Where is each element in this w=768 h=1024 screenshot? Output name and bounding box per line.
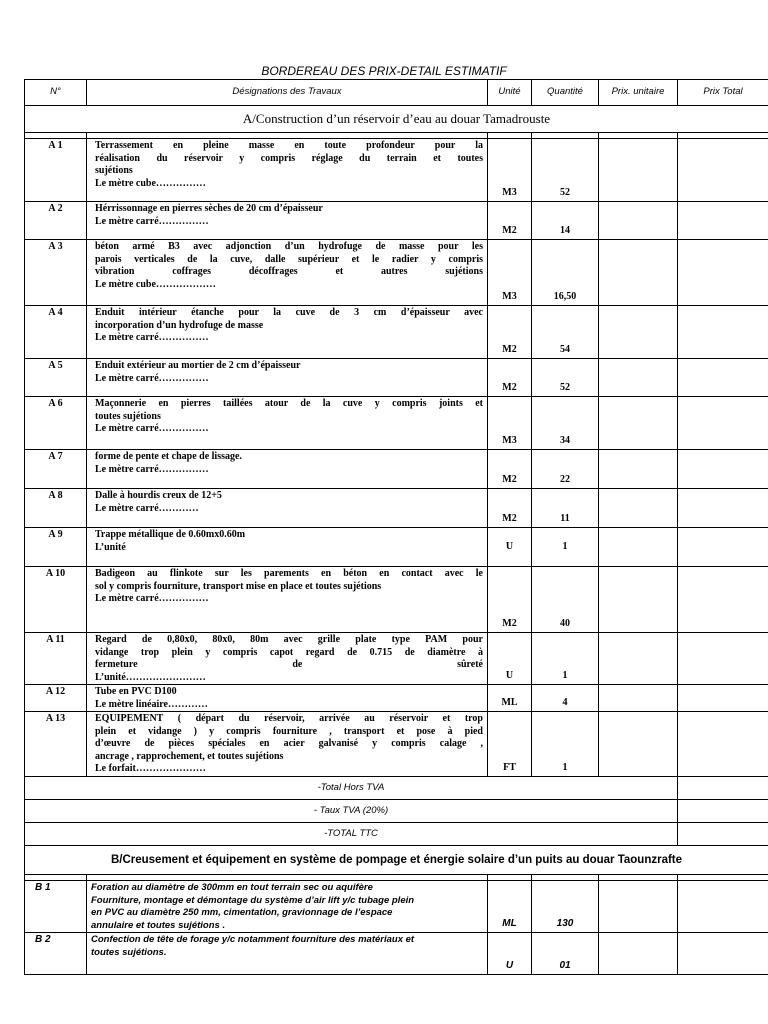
item-unit-price [599,359,678,397]
designation-line: d’œuvre de pièces spéciales en acier galvanisé y compris calage , [95,738,483,749]
item-unit: M2 [488,450,532,489]
item-designation [87,712,488,777]
item-number: A 11 [25,633,87,685]
designation-line: forme de pente et chape de lissage. [95,451,242,462]
item-unit: M2 [488,202,532,240]
designation-line: Le mètre carré…………… [95,372,209,384]
item-designation [87,528,488,567]
designation-line: toutes sujétions [95,410,161,422]
item-quantity: 1 [532,528,599,567]
tva-value [678,800,768,823]
item-quantity: 34 [532,397,599,450]
item-unit: M2 [488,489,532,528]
designation-line: Le mètre cube……………… [95,278,216,290]
item-unit-price [599,202,678,240]
designation-line: Le mètre carré………… [95,502,199,514]
item-quantity: 22 [532,450,599,489]
item-total-price [678,489,768,528]
item-unit: M3 [488,397,532,450]
designation-line: Badigeon au flinkote sur les parements en béton en contact avec le [95,568,483,579]
total-ttc-row [25,823,768,846]
item-total-price [678,712,768,777]
item-unit: FT [488,712,532,777]
designation-line: incorporation d’un hydrofuge de masse [95,319,264,331]
designation-line: ancrage , rapprochement, et toutes sujétions [95,750,284,762]
item-designation [87,139,488,202]
item-quantity: 130 [532,881,599,933]
designation-line: fermeture de sûreté [95,659,483,670]
item-designation [87,567,488,633]
item-number: A 5 [25,359,87,397]
header-designation: Désignations des Travaux [87,80,488,106]
item-quantity: 1 [532,712,599,777]
designation-line: Le mètre carré…………… [95,463,209,475]
table-row [25,567,768,633]
item-designation [87,202,488,240]
item-unit-price [599,567,678,633]
item-quantity: 01 [532,933,599,975]
designation-line: Dalle à hourdis creux de 12+5 [95,490,222,501]
price-table [24,79,768,975]
item-total-price [678,397,768,450]
designation-line: Le forfait………………… [95,763,206,774]
item-number: A 10 [25,567,87,633]
tva-row [25,800,768,823]
item-unit-price [599,240,678,306]
header-unit-price: Prix. unitaire [599,80,678,106]
section-b-row [25,846,768,875]
total-ht-label: -Total Hors TVA [25,777,678,800]
item-total-price [678,240,768,306]
item-total-price [678,881,768,933]
item-unit: M2 [488,306,532,359]
item-number: A 9 [25,528,87,567]
designation-line: sujétions [95,165,133,176]
item-total-price [678,359,768,397]
item-designation [87,240,488,306]
table-row [25,450,768,489]
item-number: A 13 [25,712,87,777]
item-designation [87,685,488,712]
item-designation [87,933,488,975]
item-unit: M3 [488,240,532,306]
item-quantity: 54 [532,306,599,359]
section-a-row [25,106,768,133]
item-quantity: 52 [532,139,599,202]
item-total-price [678,450,768,489]
item-total-price [678,202,768,240]
item-unit-price [599,881,678,933]
designation-line: Fourniture, montage et démontage du système d’air lift y/c tubage plein [91,894,415,906]
designation-line: Le mètre linéaire………… [95,698,208,710]
header-unit: Unité [488,80,532,106]
item-unit-price [599,489,678,528]
table-row [25,359,768,397]
item-unit: ML [488,881,532,933]
designation-line: Le mètre carré…………… [95,215,209,227]
designation-line: vibration coffrages décoffrages et autres sujétions [95,266,483,277]
designation-line: Enduit extérieur au mortier de 2 cm d’épaisseur [95,360,301,371]
table-row [25,489,768,528]
designation-line: annulaire et toutes sujétions . [91,919,226,931]
item-total-price [678,567,768,633]
item-quantity: 11 [532,489,599,528]
item-total-price [678,306,768,359]
designation-line: Confection de tête de forage y/c notamment fourniture des matériaux et [91,934,415,945]
item-designation [87,306,488,359]
item-unit: M2 [488,567,532,633]
document-title: BORDEREAU DES PRIX-DETAIL ESTIMATIF [261,64,507,78]
item-total-price [678,685,768,712]
item-total-price [678,933,768,975]
designation-line: Maçonnerie en pierres taillées atour de la cuve y compris joints et [95,398,483,409]
designation-line: Trappe métallique de 0.60mx0.60m [95,529,246,540]
table-row [25,933,768,975]
designation-line: Le mètre carré…………… [95,593,209,604]
designation-line: vidange trop plein y compris capot regard de 0.715 de diamètre à [95,646,483,658]
item-number: B 1 [25,881,87,933]
designation-line: plein et vidange ) y compris fourniture , transport et pose à pied [95,725,483,737]
item-unit-price [599,306,678,359]
item-unit-price [599,139,678,202]
total-ttc-value [678,823,768,846]
table-row [25,139,768,202]
item-quantity: 4 [532,685,599,712]
item-quantity: 52 [532,359,599,397]
item-designation [87,633,488,685]
item-unit: ML [488,685,532,712]
designation-line: L’unité [95,541,126,553]
item-number: A 8 [25,489,87,528]
item-total-price [678,139,768,202]
item-number: A 12 [25,685,87,712]
header-row [25,80,768,106]
designation-line: EQUIPEMENT ( départ du réservoir, arrivée au réservoir et trop [95,713,483,724]
table-row [25,712,768,777]
section-a-title: A/Construction d’un réservoir d’eau au douar Tamadrouste [25,106,768,133]
designation-line: Regard de 0,80x0, 80x0, 80m avec grille plate type PAM pour [95,634,483,645]
header-num: N° [25,80,87,106]
designation-line: Foration au diamètre de 300mm en tout terrain sec ou aquifère [91,882,373,893]
item-unit: M3 [488,139,532,202]
item-total-price [678,633,768,685]
item-number: A 3 [25,240,87,306]
item-number: A 7 [25,450,87,489]
item-number: B 2 [25,933,87,975]
item-quantity: 1 [532,633,599,685]
item-unit-price [599,528,678,567]
item-number: A 1 [25,139,87,202]
item-total-price [678,528,768,567]
table-row [25,397,768,450]
designation-line: Hérrissonnage en pierres sèches de 20 cm d’épaisseur [95,203,323,214]
table-row [25,881,768,933]
item-unit-price [599,397,678,450]
item-number: A 2 [25,202,87,240]
item-number: A 4 [25,306,87,359]
item-unit-price [599,633,678,685]
table-row [25,528,768,567]
designation-line: béton armé B3 avec adjonction d’un hydrofuge de masse pour les [95,241,483,252]
item-designation [87,881,488,933]
table-row [25,306,768,359]
item-designation [87,489,488,528]
item-quantity: 14 [532,202,599,240]
item-quantity: 16,50 [532,240,599,306]
designation-line: Enduit intérieur étanche pour la cuve de 3 cm d’épaisseur avec [95,307,483,318]
item-quantity: 40 [532,567,599,633]
header-total-price: Prix Total [678,80,768,106]
item-unit-price [599,712,678,777]
item-unit-price [599,450,678,489]
header-quantity: Quantité [532,80,599,106]
designation-line: Le mètre carré…………… [95,332,209,343]
item-unit: U [488,528,532,567]
item-unit: M2 [488,359,532,397]
table-row [25,240,768,306]
item-designation [87,450,488,489]
item-number: A 6 [25,397,87,450]
designation-line: en PVC au diamètre 250 mm, cimentation, gravionnage de l’espace [91,907,393,918]
designation-line: Le mètre cube…………… [95,177,206,189]
item-unit-price [599,685,678,712]
designation-line: toutes sujétions. [91,946,167,958]
item-unit: U [488,633,532,685]
item-designation [87,359,488,397]
designation-line: Tube en PVC D100 [95,686,177,697]
designation-line: Terrassement en pleine masse en toute profondeur pour la [95,140,483,151]
designation-line: sol y compris fourniture, transport mise en place et toutes sujétions [95,580,382,592]
item-unit-price [599,933,678,975]
item-designation [87,397,488,450]
total-ht-value [678,777,768,800]
tva-label: - Taux TVA (20%) [25,800,678,823]
designation-line: réalisation du réservoir y compris réglage du terrain et toutes [95,152,483,164]
total-ttc-label: -TOTAL TTC [25,823,678,846]
designation-line: L’unité…………………… [95,671,206,683]
total-ht-row [25,777,768,800]
designation-line: parois verticales de la cuve, dalle supérieur et le radier y compris [95,253,483,265]
item-unit: U [488,933,532,975]
table-row [25,202,768,240]
table-row [25,685,768,712]
table-row [25,633,768,685]
designation-line: Le mètre carré…………… [95,423,209,434]
section-b-title: B/Creusement et équipement en système de pompage et énergie solaire d’un puits au douar Taounzrafte [25,846,768,875]
